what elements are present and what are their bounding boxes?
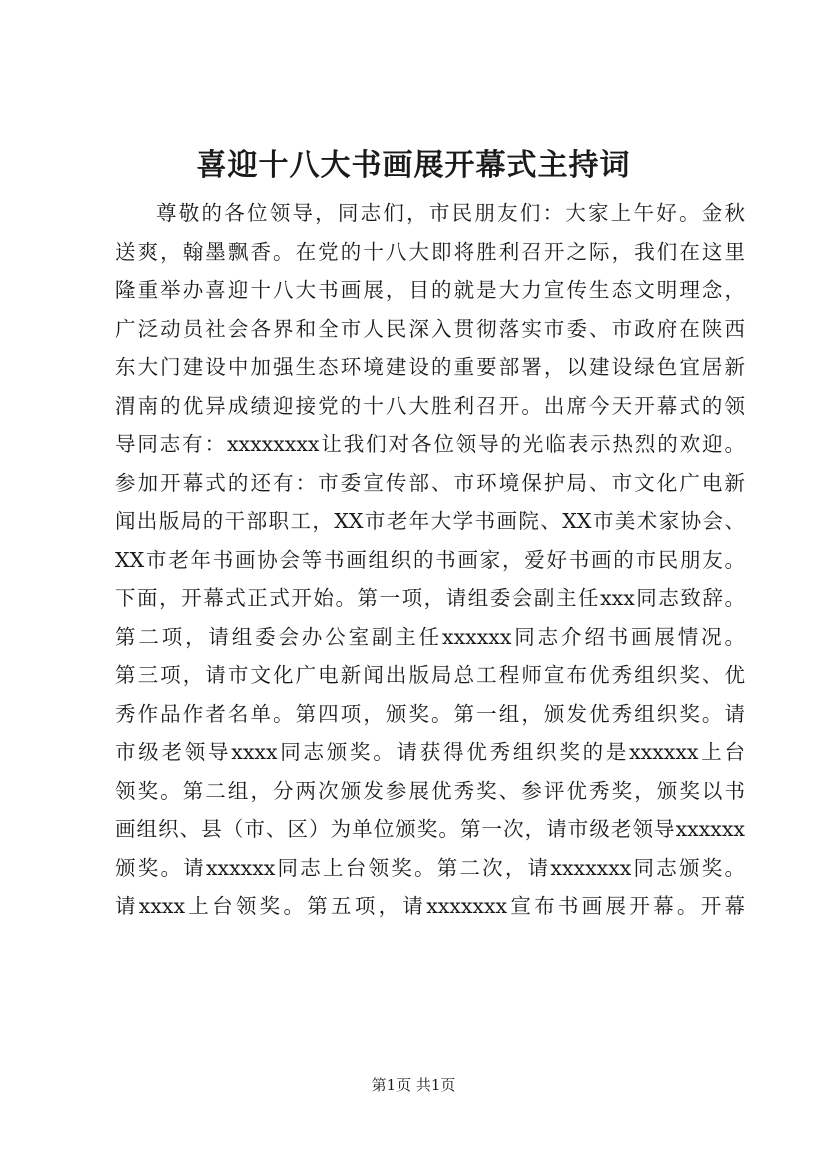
body-line: 第二项，请组委会办公室副主任xxxxxx同志介绍书画展情况。: [115, 624, 745, 649]
page-number-footer: 第1页 共1页: [371, 1076, 456, 1094]
body-line: 请xxxx上台领奖。第五项，请xxxxxxx宣布书画展开幕。开幕: [115, 894, 745, 918]
body-line: 秀作品作者名单。第四项，颁奖。第一组，颁发优秀组织奖。请: [115, 701, 745, 726]
body-line: 领奖。第二组，分两次颁发参展优秀奖、参评优秀奖，颁奖以书: [115, 778, 745, 803]
body-line: 颁奖。请xxxxxx同志上台领奖。第二次，请xxxxxxx同志颁奖。: [115, 855, 745, 880]
body-line: 闻出版局的干部职工，XX市老年大学书画院、XX市美术家协会、: [115, 509, 745, 533]
body-line: 渭南的优异成绩迎接党的十八大胜利召开。出席今天开幕式的领: [115, 393, 745, 418]
body-line: 画组织、县（市、区）为单位颁奖。第一次，请市级老领导xxxxxx: [115, 817, 745, 841]
body-line: 东大门建设中加强生态环境建设的重要部署，以建设绿色宜居新: [115, 355, 745, 379]
body-line: 广泛动员社会各界和全市人民深入贯彻落实市委、市政府在陕西: [115, 316, 745, 341]
body-line: 导同志有：xxxxxxxx让我们对各位领导的光临表示热烈的欢迎。: [115, 432, 745, 456]
body-line: 下面，开幕式正式开始。第一项，请组委会副主任xxx同志致辞。: [115, 586, 745, 610]
document-title: 喜迎十八大书画展开幕式主持词: [196, 148, 631, 183]
body-line: XX市老年书画协会等书画组织的书画家，爱好书画的市民朋友。: [115, 547, 745, 572]
document-body: [115, 194, 745, 926]
body-line: 参加开幕式的还有：市委宣传部、市环境保护局、市文化广电新: [115, 470, 745, 495]
body-line: 隆重举办喜迎十八大书画展，目的就是大力宣传生态文明理念，: [115, 278, 745, 302]
body-line: 尊敬的各位领导，同志们，市民朋友们：大家上午好。金秋: [156, 201, 745, 225]
body-line: 第三项，请市文化广电新闻出版局总工程师宣布优秀组织奖、优: [115, 663, 745, 687]
body-line: 市级老领导xxxx同志颁奖。请获得优秀组织奖的是xxxxxx上台: [115, 740, 745, 764]
body-line: 送爽，翰墨飘香。在党的十八大即将胜利召开之际，我们在这里: [115, 239, 745, 264]
